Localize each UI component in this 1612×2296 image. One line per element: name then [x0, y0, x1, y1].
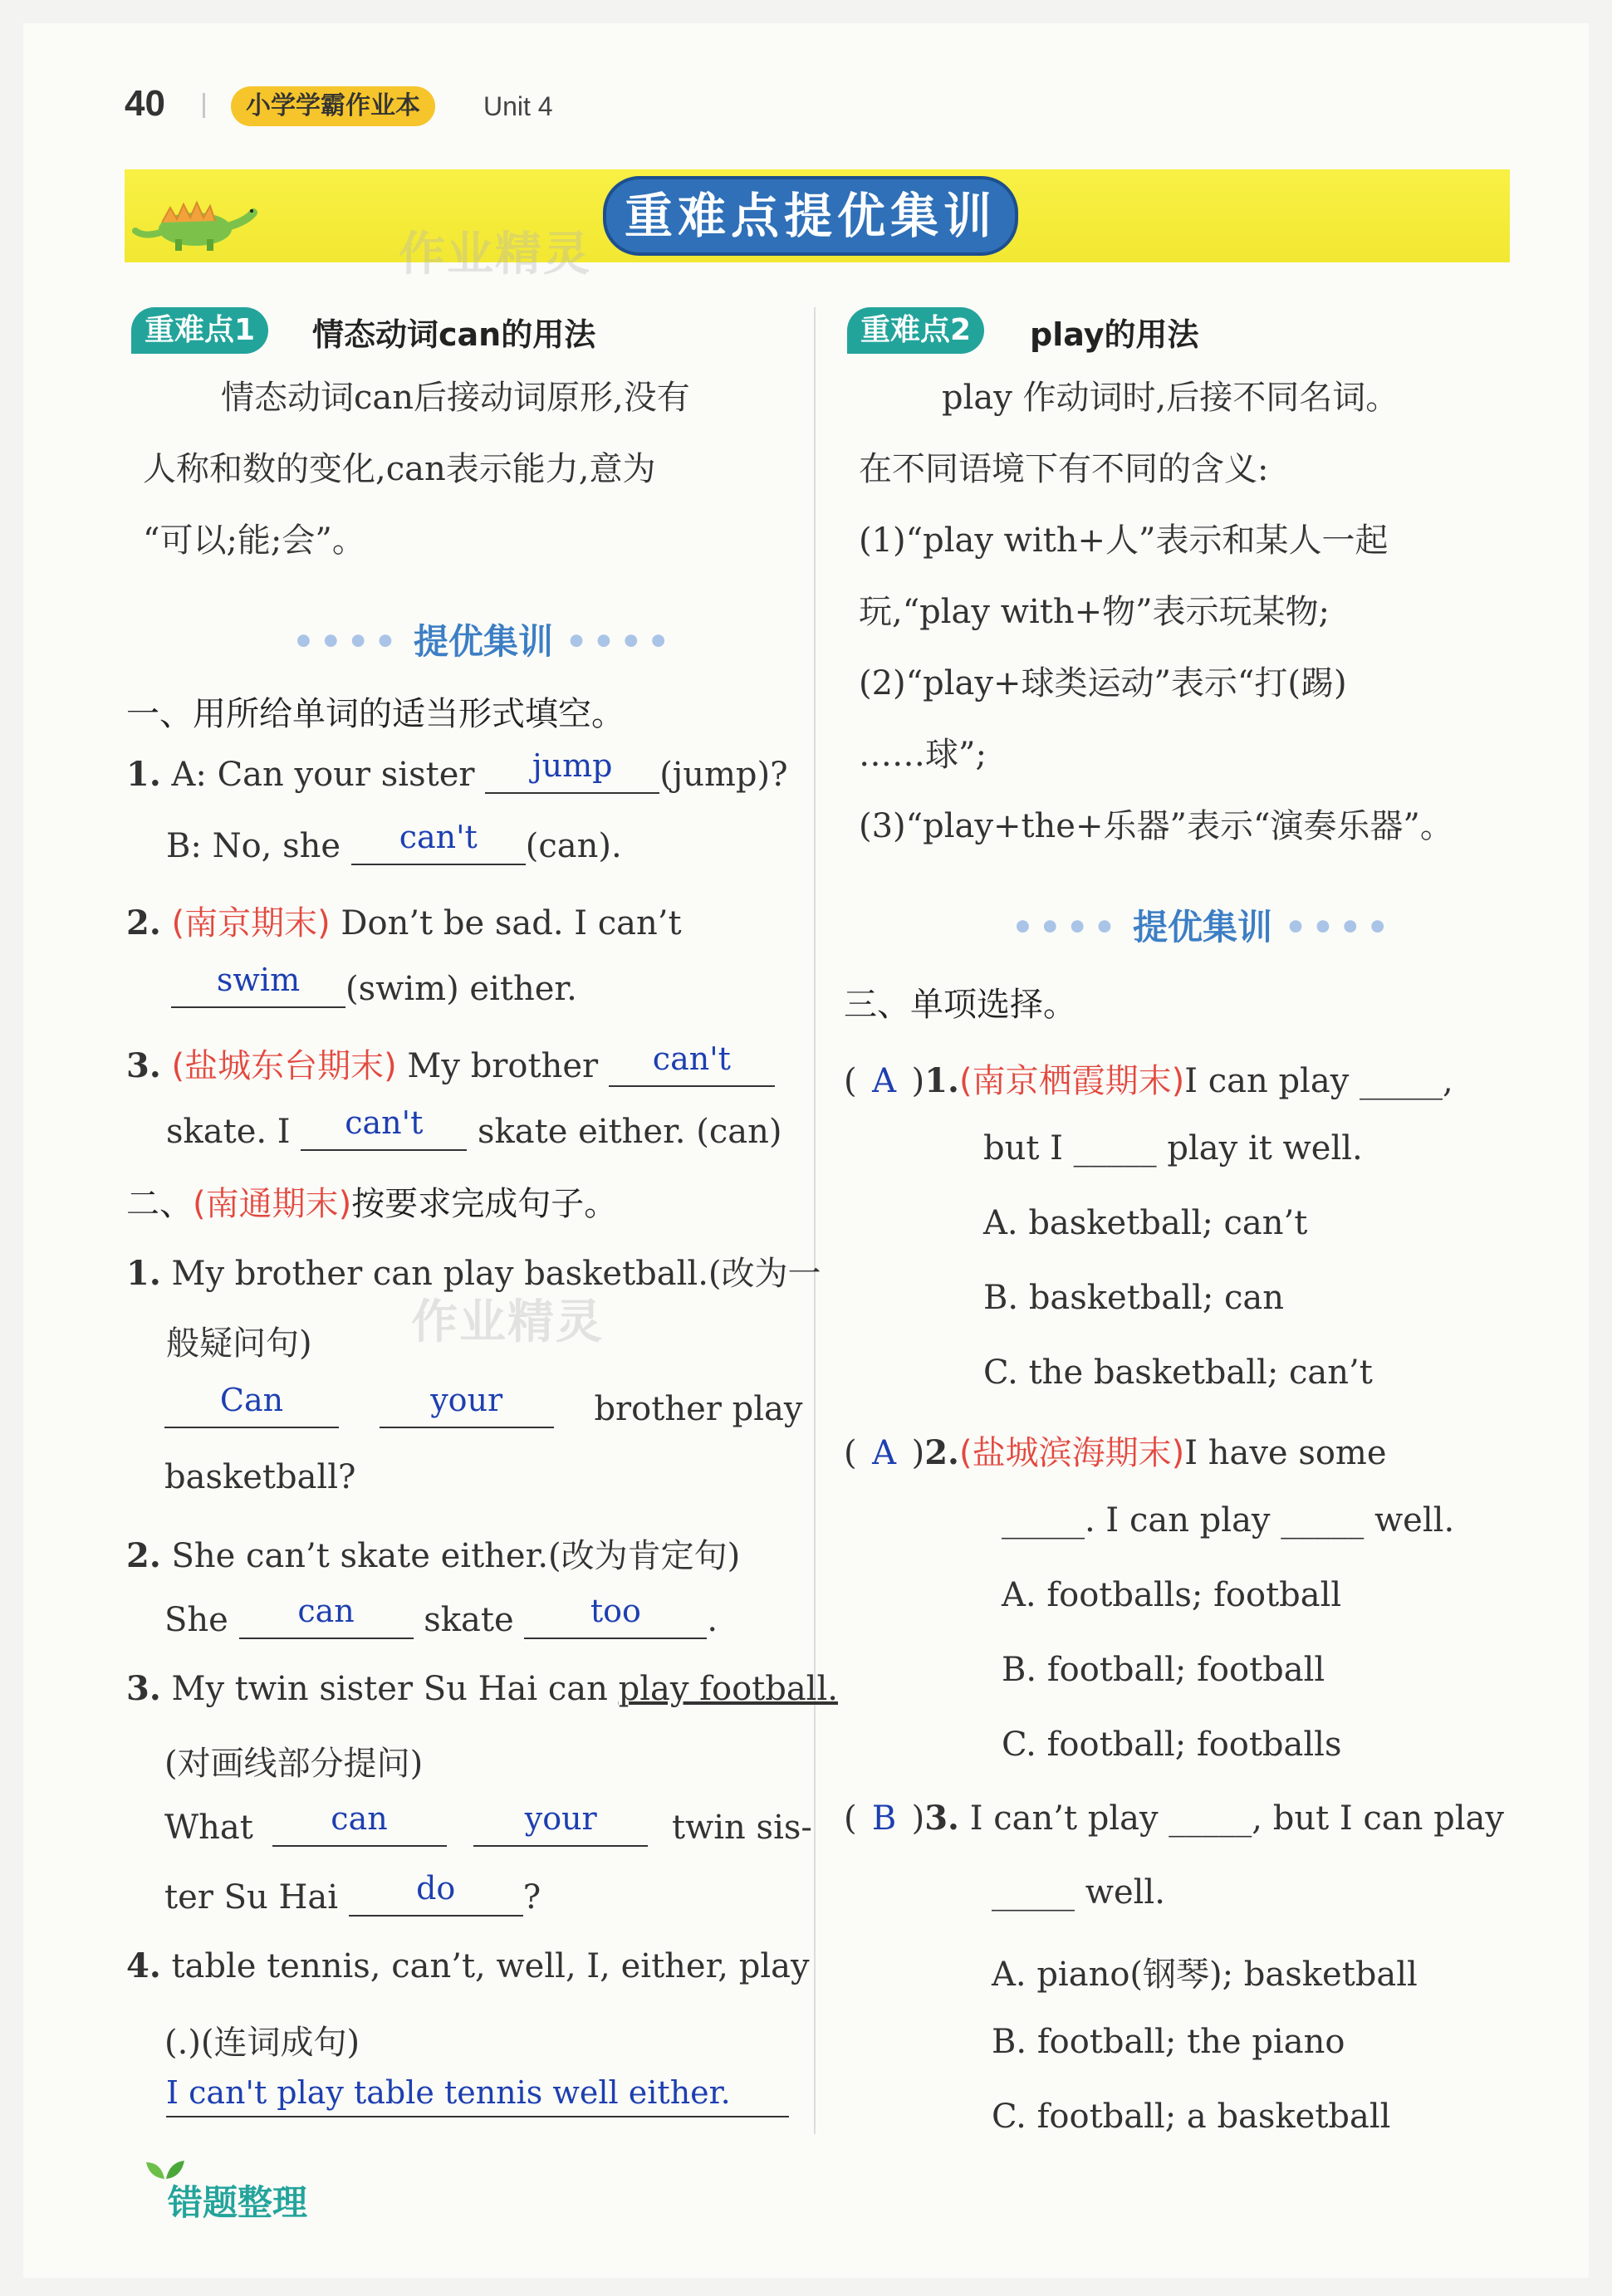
watermark: 作业精灵 — [411, 1295, 604, 1349]
answer: can — [297, 1593, 355, 1629]
question-3: 3. (盐城东台期末) My brother can't — [126, 1040, 775, 1087]
answer: can't — [345, 1104, 424, 1141]
part2-question-1-answer: Can your brother play — [164, 1388, 802, 1428]
choice-question-1-line2: but I _____ play it well. — [983, 1129, 1363, 1168]
answer: too — [590, 1593, 641, 1629]
option-b: B. football; the piano — [992, 2023, 1345, 2061]
option-b: B. football; football — [1002, 1651, 1325, 1689]
choice-question-2-line2: _____. I can play _____ well. — [1002, 1501, 1455, 1540]
answer: A — [872, 1434, 897, 1472]
part2-question-4: 4. table tennis, can’t, well, I, either, play — [126, 1946, 810, 1985]
key-point-text: 玩,“play with+物”表示玩某物; — [859, 593, 1330, 631]
answer: I can't play table tennis well either. — [166, 2074, 731, 2111]
option-b: B. basketball; can — [983, 1279, 1285, 1317]
page-number: 40 — [125, 83, 165, 124]
choice-question-3-line2: _____ well. — [992, 1873, 1165, 1912]
unit-label: Unit 4 — [483, 91, 553, 121]
part2-question-1: 1. My brother can play basketball.(改为一 — [126, 1254, 821, 1293]
book-title-pill: 小学学霸作业本 — [231, 86, 435, 126]
practice-title: •••• 提优集训 •••• — [1012, 907, 1394, 947]
key-point-text: (3)“play+the+乐器”表示“演奏乐器”。 — [859, 807, 1453, 845]
part2-question-2: 2. She can’t skate either.(改为肯定句) — [126, 1536, 741, 1575]
question-1a: 1. A: Can your sister jump (jump)? — [126, 747, 788, 794]
key-point-badge-2: 重难点2 — [847, 307, 984, 354]
key-point-text: “可以;能;会”。 — [143, 521, 365, 560]
question-3-line2: skate. I can't skate either. (can) — [166, 1104, 782, 1151]
option-c: C. football; a basketball — [992, 2098, 1391, 2136]
answer: do — [416, 1870, 456, 1907]
part1-title: 一、用所给单词的适当形式填空。 — [126, 695, 625, 733]
option-a: A. basketball; can’t — [983, 1204, 1308, 1242]
part2-question-1-line2: 般疑问句) — [166, 1324, 312, 1363]
part2-question-4-answer-line — [166, 2074, 789, 2117]
answer: A — [872, 1062, 897, 1100]
key-point-title-1: 情态动词can的用法 — [312, 316, 596, 353]
answer: can — [331, 1800, 388, 1837]
column-divider — [814, 307, 816, 2134]
answer: your — [524, 1800, 597, 1837]
choice-question-2: ( A )2.(盐城滨海期末)I have some — [844, 1433, 1387, 1472]
answer: jump — [532, 747, 613, 784]
answer: can't — [399, 819, 478, 855]
dinosaur-icon — [129, 189, 262, 256]
watermark: 作业精灵 — [399, 228, 591, 281]
question-1b: B: No, she can't (can). — [166, 819, 622, 865]
key-point-text: play 作动词时,后接不同名词。 — [942, 379, 1399, 417]
part2-question-3: 3. My twin sister Su Hai can play football. — [126, 1669, 838, 1708]
practice-title: •••• 提优集训 •••• — [292, 621, 675, 662]
question-2-line2: swim (swim) either. — [171, 968, 577, 1008]
part2-title: 二、(南通期末)按要求完成句子。 — [126, 1185, 618, 1223]
part2-question-3-line4: ter Su Hai do ? — [164, 1870, 541, 1917]
key-point-text: 在不同语境下有不同的含义: — [859, 450, 1269, 488]
key-point-text: (2)“play+球类运动”表示“打(踢) — [859, 664, 1347, 703]
option-c: C. football; footballs — [1002, 1726, 1342, 1764]
header-divider — [203, 93, 205, 118]
key-point-text: ……球”; — [859, 736, 987, 774]
answer: swim — [216, 962, 301, 998]
part2-question-1-line4: basketball? — [164, 1458, 356, 1496]
option-a: A. piano(钢琴); basketball — [992, 1956, 1418, 1994]
key-point-badge-1: 重难点1 — [131, 307, 268, 354]
choice-question-3: ( B )3. I can’t play _____, but I can play — [844, 1799, 1504, 1838]
question-2: 2. (南京期末) Don’t be sad. I can’t — [126, 903, 682, 942]
option-a: A. footballs; football — [1002, 1576, 1342, 1614]
choice-question-1: ( A )1.(南京栖霞期末)I can play _____, — [844, 1061, 1453, 1100]
key-point-text: (1)“play with+人”表示和某人一起 — [859, 521, 1389, 560]
answer: can't — [652, 1040, 731, 1077]
answer: B — [871, 1799, 897, 1838]
part2-question-3-answer: What can your twin sis- — [164, 1800, 812, 1847]
key-point-title-2: play的用法 — [1030, 316, 1199, 353]
part2-question-3-line2: (对画线部分提问) — [164, 1745, 424, 1783]
key-point-text: 情态动词can后接动词原形,没有 — [221, 379, 690, 417]
part2-question-4-line2: (.)(连词成句) — [164, 2024, 360, 2062]
option-c: C. the basketball; can’t — [983, 1354, 1373, 1392]
footer-label: 错题整理 — [168, 2182, 308, 2223]
answer: Can — [219, 1382, 284, 1418]
part2-question-2-answer: She can skate too . — [164, 1593, 718, 1639]
part3-title: 三、单项选择。 — [844, 986, 1076, 1024]
answer: your — [430, 1382, 503, 1418]
banner-title: 重难点提优集训 — [606, 179, 1015, 252]
key-point-text: 人称和数的变化,can表示能力,意为 — [143, 450, 656, 488]
